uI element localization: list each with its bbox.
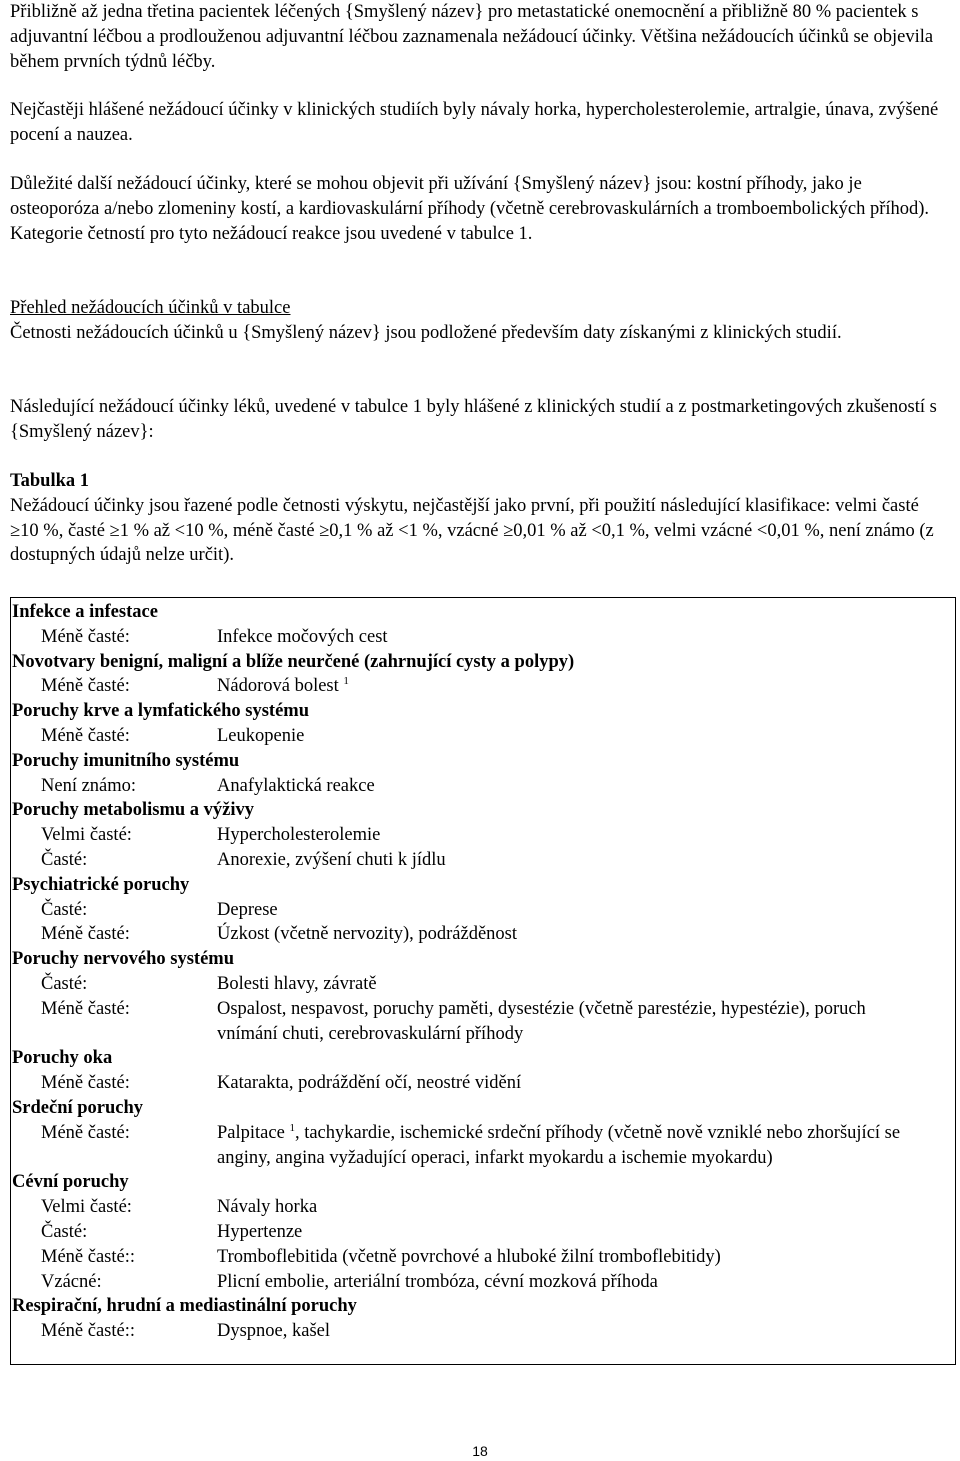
organ-class: Infekce a infestace [12,602,158,622]
table-row [11,922,955,947]
overview-text: Četnosti nežádoucích účinků u {Smyšlený název} jsou podložené především daty získanými z klinických studií. [10,322,842,343]
table-row [11,823,955,848]
table-row [11,972,955,997]
frequency: Vzácné: [41,1271,102,1292]
table-row [11,798,955,823]
organ-class: Poruchy oka [12,1048,113,1069]
table-heading-block [10,469,940,568]
organ-class: Srdeční poruchy [12,1097,144,1118]
effect: Hypercholesterolemie [217,825,381,846]
effect: Anorexie, zvýšení chuti k jídlu [217,849,446,870]
table-caption: Nežádoucí účinky jsou řazené podle četnosti výskytu, nejčastější jako první, při použití následující klasifikace: velmi časté ≥10 %, časté ≥1 % až <10 %, méně časté ≥0,1 % až <1 %, vzácné ≥0,01 % až <0,1 %, velmi vzácné <0,01 %, není známo (z dostupných údajů nelze určit). [10,495,934,566]
effect [217,1121,917,1171]
table-row [11,898,955,923]
table-row [11,1096,955,1121]
frequency: Méně časté: [41,626,130,647]
effect: Tromboflebitida (včetně povrchové a hluboké žilní tromboflebitidy) [217,1246,721,1267]
table-row [11,1245,955,1270]
frequency: Časté: [41,849,88,870]
table-row [11,1121,955,1171]
organ-class: Cévní poruchy [12,1172,129,1193]
table-row [11,848,955,873]
effect: Dyspnoe, kašel [217,1321,331,1342]
table-row [11,625,955,650]
effect: Infekce močových cest [217,626,388,647]
table-row [11,774,955,799]
table-row [11,674,955,699]
frequency: Velmi časté: [41,1197,132,1218]
organ-class: Poruchy metabolismu a výživy [12,800,255,821]
frequency: Méně časté: [41,676,130,697]
frequency: Časté: [41,973,88,994]
organ-class: Poruchy nervového systému [12,949,234,970]
effect: Ospalost, nespavost, poruchy paměti, dysestézie (včetně parestézie, hypestézie), poruch vnímání chuti, cerebrovaskulární příhody [217,998,866,1044]
frequency: Velmi časté: [41,825,132,846]
effect-text: , tachykardie, ischemické srdeční příhody (včetně nově vzniklé nebo zhoršující se anginy, angina vyžadující operaci, infarkt myokardu a ischemie myokardu) [217,1122,901,1168]
frequency: Méně časté: [41,1073,130,1094]
footnote-mark: 1 [343,675,349,688]
effect: Návaly horka [217,1197,318,1218]
effect: Deprese [217,899,278,920]
effect: Katarakta, podráždění očí, neostré vidění [217,1073,522,1094]
table-row [11,997,955,1047]
effect: Leukopenie [217,725,305,746]
frequency: Časté: [41,899,88,920]
paragraph-intro: Přibližně až jedna třetina pacientek léčených {Smyšlený název} pro metastatické onemocnění a přibližně 80 % pacientek s adjuvantní léčbou a prodlouženou adjuvantní léčbou zaznamenala nežádoucí účinky. Většina nežádoucích účinků se objevila během prvních týdnů léčby. [10,2,934,72]
overview-heading: Přehled nežádoucích účinků v tabulce [10,298,291,318]
organ-class: Poruchy krve a lymfatického systému [12,701,309,722]
footnote-mark: 1 [289,1121,295,1134]
frequency: Méně časté: [41,1122,130,1143]
table-row [11,699,955,724]
effect [217,674,917,699]
frequency: Časté: [41,1221,88,1242]
table-row [11,1294,955,1319]
paragraph-common-effects: Nejčastěji hlášené nežádoucí účinky v klinických studiích byly návaly horka, hypercholesterolemie, artralgie, únava, zvýšené pocení a nauzea. [10,100,939,145]
frequency: Méně časté:: [41,1246,135,1267]
effect: Anafylaktická reakce [217,775,375,796]
frequency: Méně časté: [41,924,130,945]
table-row [11,1319,955,1344]
frequency: Méně časté: [41,725,130,746]
table-row [11,873,955,898]
table-row [11,600,955,625]
table-title: Tabulka 1 [10,471,90,491]
table-row [11,1046,955,1071]
effect: Úzkost (včetně nervozity), podrážděnost [217,924,518,945]
table-row [11,1071,955,1096]
effect: Hypertenze [217,1221,303,1242]
table-row [11,947,955,972]
table-row [11,1220,955,1245]
organ-class: Poruchy imunitního systému [12,750,240,771]
table-row [11,650,955,675]
paragraph-following: Následující nežádoucí účinky léků, uvedené v tabulce 1 byly hlášené z klinických studií a z postmarketingových zkušeností s {Smyšlený název}: [10,397,937,442]
effect: Plicní embolie, arteriální trombóza, cévní mozková příhoda [217,1271,658,1292]
paragraph-important-effects: Důležité další nežádoucí účinky, které se mohou objevit při užívání {Smyšlený název} jsou: kostní příhody, jako je osteoporóza a/nebo zlomeniny kostí, a kardiovaskulární příhody (včetně cerebrovaskulárních a tromboembolických příhod). Kategorie četností pro tyto nežádoucí reakce jsou uvedené v tabulce 1. [10,174,930,244]
effect-text: Nádorová bolest [217,676,339,697]
organ-class: Psychiatrické poruchy [12,874,190,895]
table-row [11,1170,955,1195]
table-row [11,749,955,774]
section-overview [10,296,940,346]
page-number: 18 [472,1443,488,1459]
table-row [11,724,955,749]
frequency: Méně časté: [41,998,130,1019]
table-row [11,1270,955,1295]
adverse-effects-table [10,597,956,1365]
frequency: Není známo: [41,775,137,796]
effect: Bolesti hlavy, závratě [217,973,377,994]
organ-class: Novotvary benigní, maligní a blíže neurčené (zahrnující cysty a polypy) [12,651,575,672]
organ-class: Respirační, hrudní a mediastinální poruchy [12,1296,357,1317]
effect-text: Palpitace [217,1122,285,1143]
table-row [11,1195,955,1220]
frequency: Méně časté:: [41,1321,135,1342]
